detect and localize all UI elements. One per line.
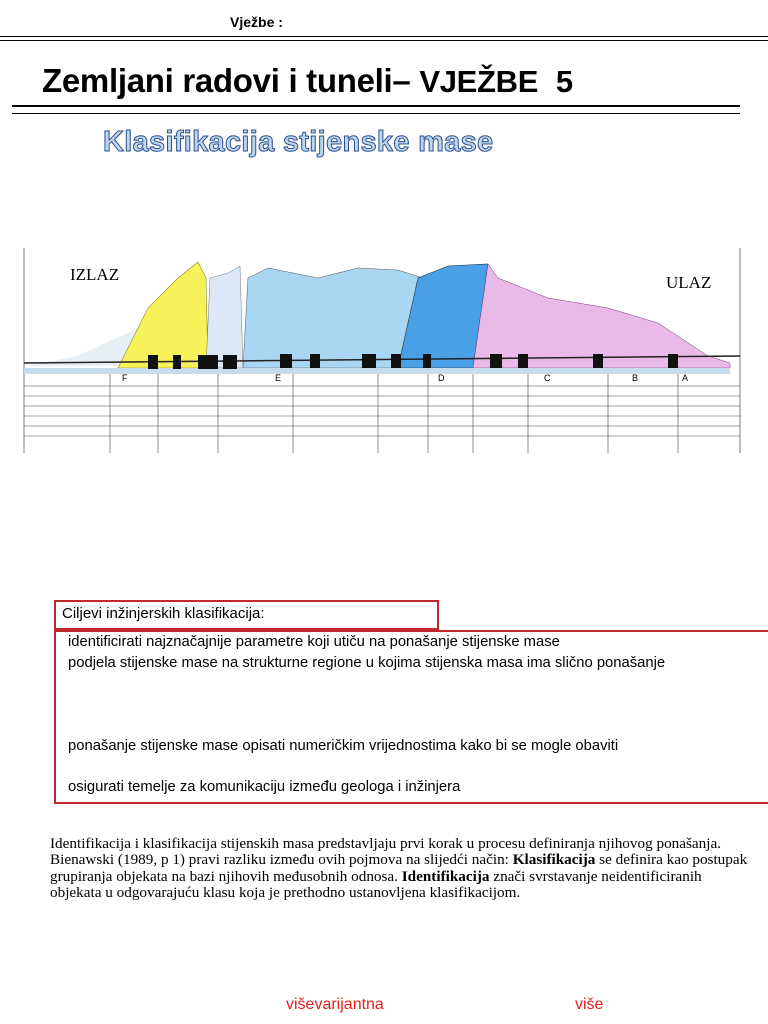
page-title: [42, 62, 573, 100]
title-main: Zemljani radovi i tuneli: [42, 62, 393, 99]
zone-letter-d: D: [438, 373, 445, 383]
zone-yellow: [118, 262, 208, 368]
goal-item-3: ponašanje stijenske mase opisati numeričkim vrijednostima kako bi se mogle obaviti: [68, 738, 619, 754]
label-ulaz: ULAZ: [666, 273, 712, 292]
goal-item-2: podjela stijenske mase na strukturne regione u kojima stijenska masa ima slično ponašanje: [68, 655, 666, 671]
zone-letter-c: C: [544, 373, 551, 383]
zone-letter-a: A: [682, 373, 689, 383]
zone-bottom-blue: [24, 368, 730, 374]
title-rule: [12, 105, 740, 107]
tunnel-profile-figure: [18, 238, 750, 460]
paragraph-bold-1: Klasifikacija: [512, 851, 596, 869]
title-number: 5: [555, 64, 573, 99]
label-izlaz: IZLAZ: [70, 265, 120, 284]
zone-light-1: [206, 266, 243, 368]
goal-item-4: osigurati temelje za komunikaciju između geologa i inžinjera: [68, 779, 461, 795]
header-rule-2: [0, 40, 768, 41]
zone-letters: [122, 373, 688, 383]
header-rule: [0, 36, 768, 37]
title-vjezbe: VJEŽBE: [419, 64, 539, 99]
paragraph-text-2: se definira kao postupak grupiranja objekata na bazi njihovih međusobnih odnosa.: [50, 851, 748, 885]
goal-item-1: identificirati najznačajnije parametre koji utiču na ponašanje stijenske mase: [68, 634, 560, 650]
zone-letter-b: B: [632, 373, 639, 383]
goals-title: Ciljevi inžinjerskih klasifikacija:: [62, 605, 265, 622]
intro-paragraph: [50, 836, 750, 902]
paragraph-text-1: Identifikacija i klasifikacija stijenskih masa predstavljaju prvi korak u procesu definiranja njihovog ponašanja. Bienawski (1989, p 1) pravi razliku između ovih pojmova na slijedći način:: [50, 835, 722, 869]
link-visevarijantna[interactable]: viševarijantna: [286, 996, 384, 1013]
subtitle: Klasifikacija stijenske mase: [103, 126, 494, 158]
zone-letter-e: E: [275, 373, 282, 383]
title-dash: –: [392, 62, 411, 99]
title-rule-2: [12, 113, 740, 114]
paragraph-bold-2: Identifikacija: [401, 867, 490, 885]
header-label: Vježbe :: [230, 14, 283, 30]
link-vise[interactable]: više: [575, 996, 604, 1013]
zone-light-blue: [243, 268, 428, 368]
zone-letter-f: F: [122, 373, 128, 383]
profile-table-grid: [24, 374, 740, 453]
paragraph-text-3: znači svrstavanje neidentificiranih objekata u odgovarajuću klasu koja je prethodno ustanovljena klasifikacijom.: [50, 867, 702, 902]
